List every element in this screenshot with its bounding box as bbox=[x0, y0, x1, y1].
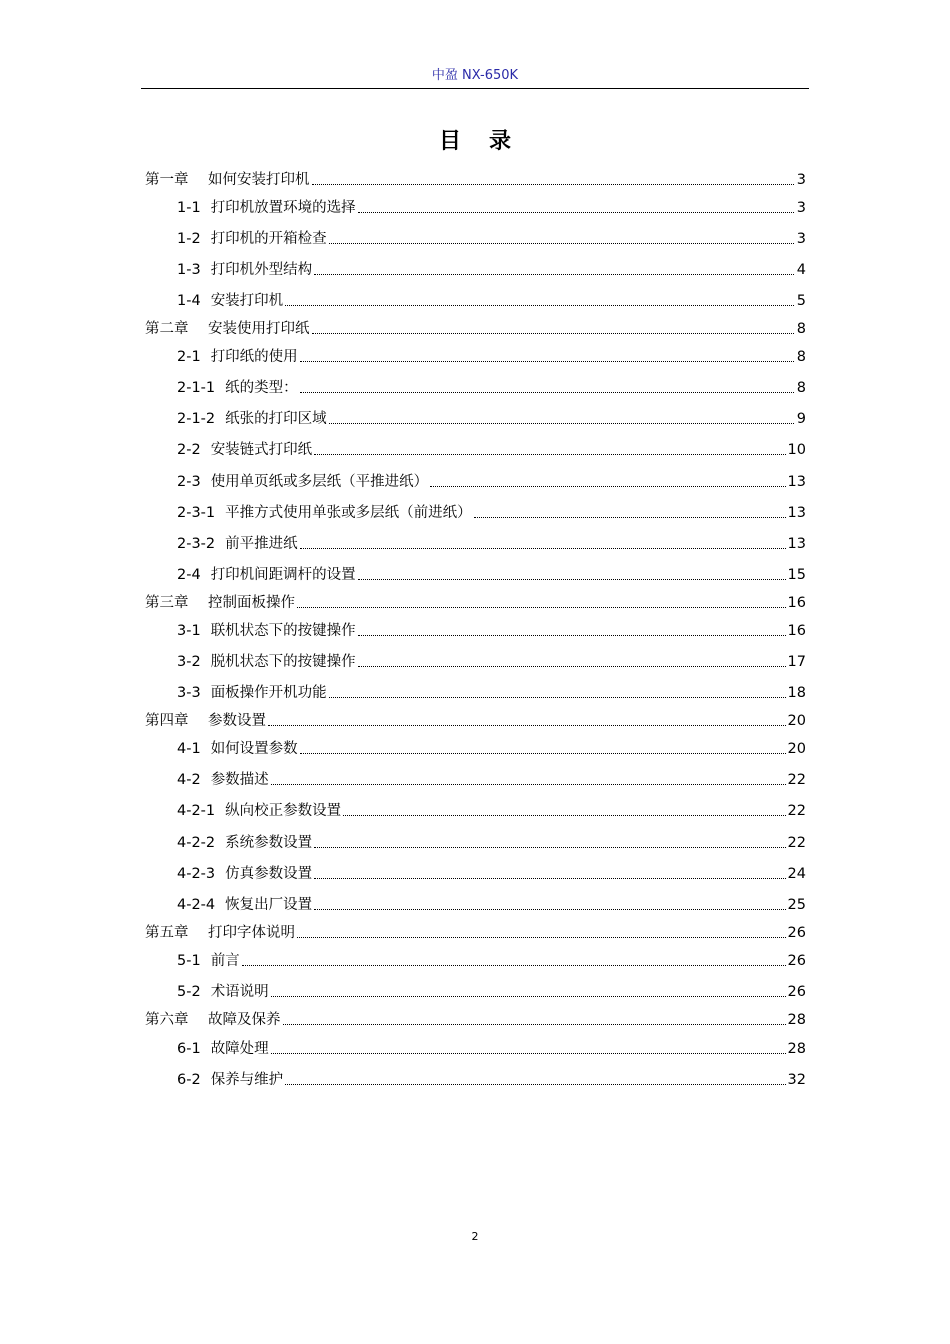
toc-dot-leader bbox=[297, 923, 786, 938]
toc-entry-number: 1-2 bbox=[177, 231, 201, 247]
toc-dot-leader bbox=[285, 1070, 785, 1085]
toc-dot-leader bbox=[312, 319, 795, 334]
toc-chapter-entry[interactable] bbox=[145, 923, 806, 943]
toc-entry-page: 25 bbox=[787, 897, 806, 913]
toc-dot-leader bbox=[314, 833, 785, 848]
toc-entry-page: 3 bbox=[796, 231, 806, 247]
toc-section-entry[interactable] bbox=[177, 291, 806, 311]
toc-section-entry[interactable] bbox=[177, 565, 806, 585]
toc-dot-leader bbox=[430, 472, 785, 487]
toc-dot-leader bbox=[271, 770, 786, 785]
toc-section-entry[interactable] bbox=[177, 472, 806, 492]
toc-entry-title: 打印字体说明 bbox=[208, 925, 295, 941]
toc-chapter-entry[interactable] bbox=[145, 593, 806, 613]
toc-dot-leader bbox=[312, 170, 795, 185]
toc-dot-leader bbox=[268, 711, 786, 726]
toc-dot-leader bbox=[283, 1010, 786, 1025]
toc-entry-number: 4-2-3 bbox=[177, 866, 216, 882]
toc-dot-leader bbox=[242, 951, 786, 966]
toc-entry-title: 纸张的打印区域 bbox=[225, 411, 327, 427]
toc-entry-title: 恢复出厂设置 bbox=[225, 897, 313, 913]
toc-section-entry[interactable] bbox=[177, 864, 806, 884]
toc-dot-leader bbox=[358, 198, 794, 213]
toc-section-entry[interactable] bbox=[177, 1070, 806, 1090]
toc-entry-number: 3-3 bbox=[177, 685, 201, 701]
toc-entry-number: 第五章 bbox=[145, 925, 189, 941]
toc-section-entry[interactable] bbox=[177, 951, 806, 971]
toc-entry-number: 2-3-1 bbox=[177, 505, 216, 521]
toc-entry-number: 第二章 bbox=[145, 321, 189, 337]
toc-section-entry[interactable] bbox=[177, 801, 806, 821]
toc-entry-page: 17 bbox=[787, 654, 806, 670]
toc-entry-page: 32 bbox=[787, 1072, 806, 1088]
toc-section-entry[interactable] bbox=[177, 347, 806, 367]
toc-entry-number: 2-4 bbox=[177, 567, 201, 583]
toc-entry-number: 第六章 bbox=[145, 1012, 189, 1028]
toc-dot-leader bbox=[300, 534, 786, 549]
toc-entry-title: 纸的类型： bbox=[225, 380, 298, 396]
toc-entry-title: 如何安装打印机 bbox=[208, 172, 310, 188]
toc-entry-title: 安装使用打印纸 bbox=[208, 321, 310, 337]
toc-entry-title: 前平推进纸 bbox=[225, 536, 298, 552]
toc-entry-page: 10 bbox=[787, 442, 806, 458]
toc-entry-page: 4 bbox=[796, 262, 806, 278]
toc-entry-title: 打印机外型结构 bbox=[210, 262, 313, 278]
toc-entry-title: 打印纸的使用 bbox=[210, 349, 298, 365]
toc-entry-page: 26 bbox=[787, 984, 806, 1000]
toc-entry-number: 2-2 bbox=[177, 442, 201, 458]
toc-entry-title: 如何设置参数 bbox=[210, 741, 298, 757]
toc-entry-title: 联机状态下的按键操作 bbox=[210, 623, 356, 639]
toc-chapter-entry[interactable] bbox=[145, 1010, 806, 1030]
toc-entry-number: 3-1 bbox=[177, 623, 201, 639]
toc-entry-title: 参数设置 bbox=[208, 713, 266, 729]
toc-entry-number: 第三章 bbox=[145, 595, 189, 611]
toc-section-entry[interactable] bbox=[177, 503, 806, 523]
toc-dot-leader bbox=[329, 409, 794, 424]
toc-entry-page: 13 bbox=[787, 505, 806, 521]
toc-dot-leader bbox=[297, 593, 786, 608]
toc-entry-title: 安装链式打印纸 bbox=[210, 442, 313, 458]
toc-entry-title: 打印机的开箱检查 bbox=[210, 231, 327, 247]
toc-dot-leader bbox=[314, 864, 785, 879]
toc-entry-title: 系统参数设置 bbox=[225, 835, 313, 851]
toc-chapter-entry[interactable] bbox=[145, 319, 806, 339]
toc-entry-number: 5-2 bbox=[177, 984, 201, 1000]
toc-entry-number: 1-1 bbox=[177, 200, 201, 216]
toc-section-entry[interactable] bbox=[177, 621, 806, 641]
toc-entry-title: 纵向校正参数设置 bbox=[225, 803, 342, 819]
toc-entry-title: 面板操作开机功能 bbox=[210, 685, 327, 701]
toc-entry-title: 控制面板操作 bbox=[208, 595, 295, 611]
toc-section-entry[interactable] bbox=[177, 409, 806, 429]
toc-entry-page: 8 bbox=[796, 380, 806, 396]
toc-entry-page: 20 bbox=[787, 713, 806, 729]
toc-section-entry[interactable] bbox=[177, 770, 806, 790]
toc-entry-page: 22 bbox=[787, 803, 806, 819]
toc-dot-leader bbox=[314, 895, 785, 910]
toc-entry-number: 2-1-2 bbox=[177, 411, 216, 427]
toc-entry-page: 13 bbox=[787, 474, 806, 490]
toc-entry-number: 4-2-4 bbox=[177, 897, 216, 913]
toc-entry-page: 26 bbox=[787, 953, 806, 969]
toc-entry-number: 第四章 bbox=[145, 713, 189, 729]
toc-section-entry[interactable] bbox=[177, 534, 806, 554]
toc-entry-title: 故障及保养 bbox=[208, 1012, 281, 1028]
toc-entry-title: 保养与维护 bbox=[210, 1072, 284, 1088]
toc-section-entry[interactable] bbox=[177, 652, 806, 672]
toc-entry-page: 20 bbox=[787, 741, 806, 757]
toc-entry-page: 15 bbox=[787, 567, 806, 583]
toc-dot-leader bbox=[358, 652, 786, 667]
toc-section-entry[interactable] bbox=[177, 683, 806, 703]
toc-entry-number: 4-2 bbox=[177, 772, 201, 788]
toc-dot-leader bbox=[271, 1039, 786, 1054]
toc-entry-title: 术语说明 bbox=[210, 984, 269, 1000]
page-title: 目录 bbox=[438, 129, 539, 154]
toc-entry-page: 5 bbox=[796, 293, 806, 309]
toc-entry-page: 9 bbox=[796, 411, 806, 427]
toc-section-entry[interactable] bbox=[177, 198, 806, 218]
toc-entry-page: 13 bbox=[787, 536, 806, 552]
toc-entry-number: 6-2 bbox=[177, 1072, 201, 1088]
toc-entry-page: 8 bbox=[796, 349, 806, 365]
toc-dot-leader bbox=[329, 229, 794, 244]
toc-entry-title: 参数描述 bbox=[210, 772, 269, 788]
toc-entry-number: 2-3-2 bbox=[177, 536, 216, 552]
toc-entry-page: 16 bbox=[787, 623, 806, 639]
toc-entry-page: 24 bbox=[787, 866, 806, 882]
toc-entry-page: 22 bbox=[787, 772, 806, 788]
toc-entry-title: 平推方式使用单张或多层纸（前进纸） bbox=[225, 505, 472, 521]
toc-dot-leader bbox=[358, 621, 786, 636]
toc-dot-leader bbox=[285, 291, 794, 306]
toc-section-entry[interactable] bbox=[177, 982, 806, 1002]
toc-section-entry[interactable] bbox=[177, 739, 806, 759]
toc-dot-leader bbox=[314, 260, 794, 275]
toc-entry-title: 打印机间距调杆的设置 bbox=[210, 567, 356, 583]
toc-chapter-entry[interactable] bbox=[145, 711, 806, 731]
toc-entry-number: 1-4 bbox=[177, 293, 201, 309]
toc-dot-leader bbox=[474, 503, 786, 518]
toc-dot-leader bbox=[300, 378, 794, 393]
toc-entry-page: 3 bbox=[796, 172, 806, 188]
toc-dot-leader bbox=[329, 683, 786, 698]
toc-entry-title: 脱机状态下的按键操作 bbox=[210, 654, 356, 670]
toc-entry-title: 安装打印机 bbox=[210, 293, 284, 309]
toc-entry-title: 打印机放置环境的选择 bbox=[210, 200, 356, 216]
toc-entry-page: 3 bbox=[796, 200, 806, 216]
toc-entry-number: 2-1-1 bbox=[177, 380, 216, 396]
page-number: 2 bbox=[471, 1230, 479, 1243]
toc-entry-number: 5-1 bbox=[177, 953, 201, 969]
toc-entry-number: 2-3 bbox=[177, 474, 201, 490]
page-header: 中盈 NX-650K bbox=[141, 66, 809, 89]
toc-entry-number: 6-1 bbox=[177, 1041, 201, 1057]
toc-dot-leader bbox=[300, 739, 786, 754]
toc-section-entry[interactable] bbox=[177, 260, 806, 280]
toc-entry-title: 仿真参数设置 bbox=[225, 866, 313, 882]
toc-dot-leader bbox=[300, 347, 794, 362]
toc-entry-number: 3-2 bbox=[177, 654, 201, 670]
toc-entry-page: 22 bbox=[787, 835, 806, 851]
toc-dot-leader bbox=[314, 440, 785, 455]
toc-entry-number: 2-1 bbox=[177, 349, 201, 365]
toc-chapter-entry[interactable] bbox=[145, 170, 806, 190]
toc-section-entry[interactable] bbox=[177, 440, 806, 460]
toc-dot-leader bbox=[358, 565, 786, 580]
toc-dot-leader bbox=[343, 801, 785, 816]
toc-section-entry[interactable] bbox=[177, 229, 806, 249]
toc-entry-page: 8 bbox=[796, 321, 806, 337]
toc-section-entry[interactable] bbox=[177, 833, 806, 853]
toc-entry-number: 4-2-1 bbox=[177, 803, 216, 819]
toc-entry-title: 使用单页纸或多层纸（平推进纸） bbox=[210, 474, 429, 490]
toc-entry-number: 第一章 bbox=[145, 172, 189, 188]
toc-dot-leader bbox=[271, 982, 786, 997]
toc-entry-title: 故障处理 bbox=[210, 1041, 269, 1057]
toc-entry-page: 26 bbox=[787, 925, 806, 941]
toc-entry-number: 4-2-2 bbox=[177, 835, 216, 851]
toc-entry-page: 28 bbox=[787, 1041, 806, 1057]
toc-section-entry[interactable] bbox=[177, 895, 806, 915]
toc-entry-page: 16 bbox=[787, 595, 806, 611]
toc-entry-number: 1-3 bbox=[177, 262, 201, 278]
toc-section-entry[interactable] bbox=[177, 1039, 806, 1059]
toc-entry-page: 28 bbox=[787, 1012, 806, 1028]
toc-section-entry[interactable] bbox=[177, 378, 806, 398]
toc-entry-title: 前言 bbox=[210, 953, 240, 969]
toc-entry-page: 18 bbox=[787, 685, 806, 701]
toc-entry-number: 4-1 bbox=[177, 741, 201, 757]
